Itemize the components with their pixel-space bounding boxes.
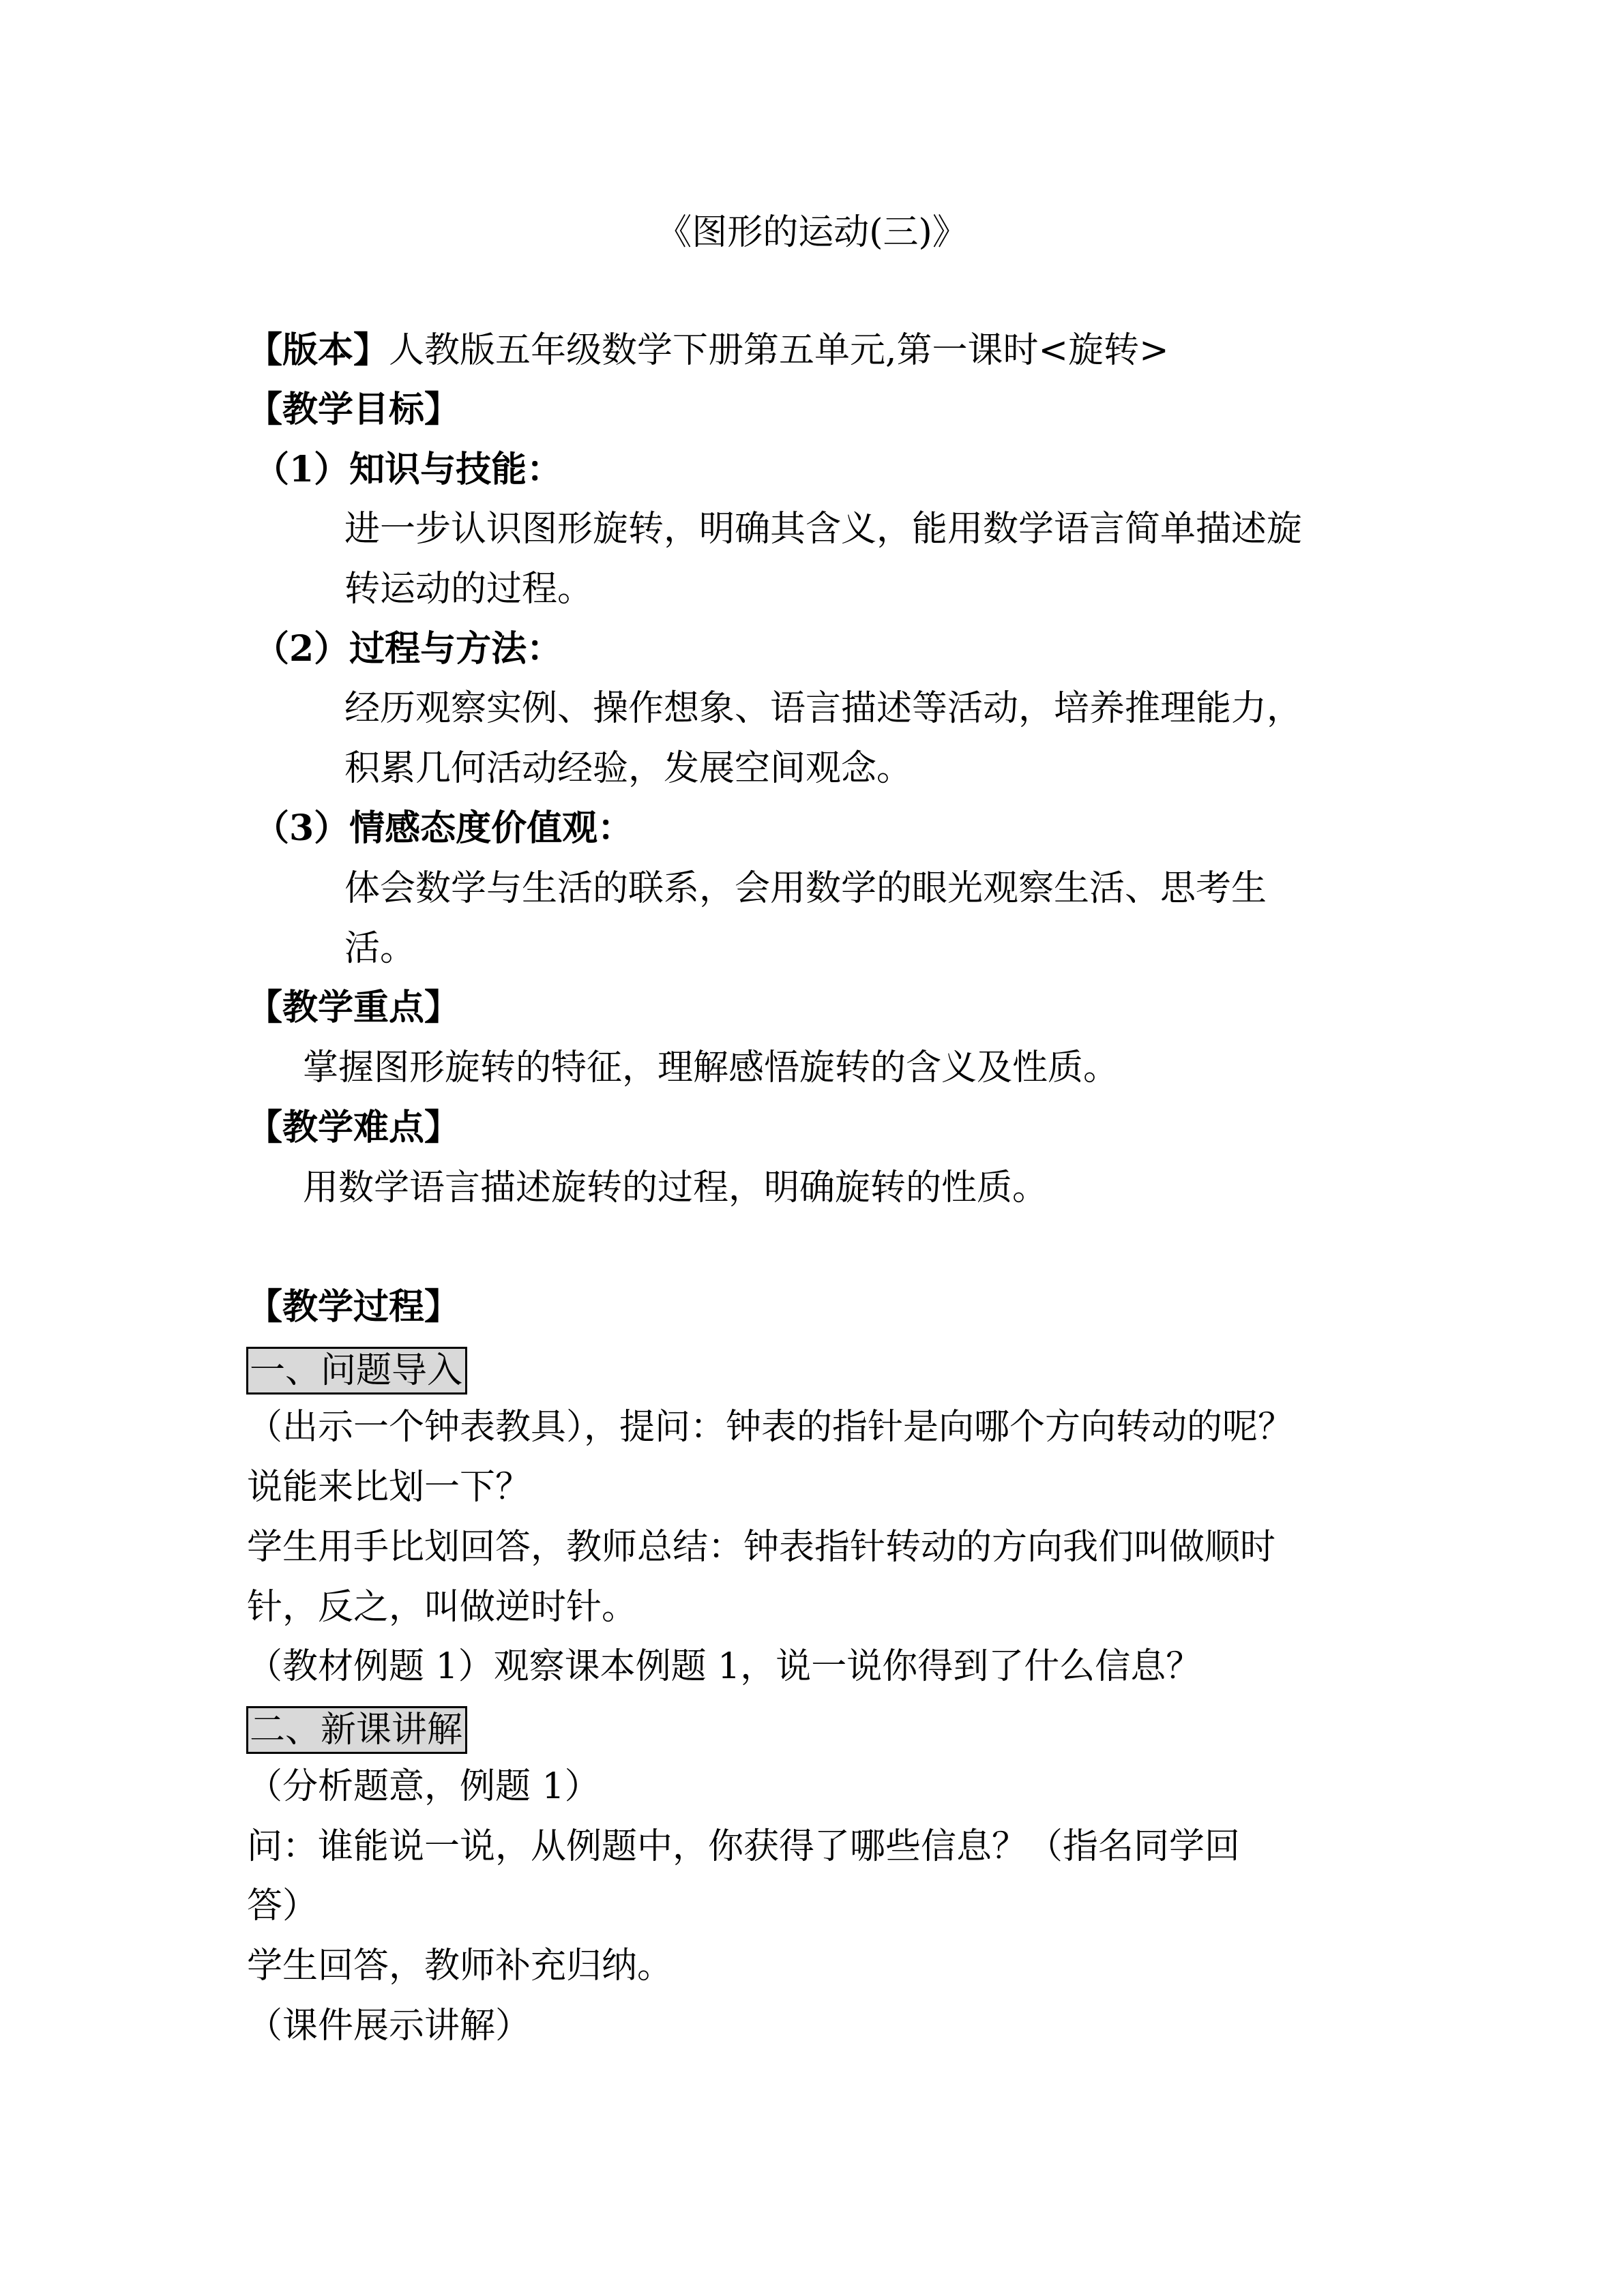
key-point-heading: 【教学重点】 <box>247 987 460 1028</box>
version-label: 【版本】 <box>247 329 389 371</box>
section-2-line-2: 问：谁能说一说，从例题中，你获得了哪些信息？（指名同学回 <box>247 1826 1241 1867</box>
difficulty-heading: 【教学难点】 <box>247 1107 460 1148</box>
difficulty-text: 用数学语言描述旋转的过程，明确旋转的性质。 <box>303 1167 1048 1208</box>
section-1-line-3: 学生用手比划回答，教师总结：钟表指针转动的方向我们叫做顺时 <box>247 1527 1276 1568</box>
key-point-text: 掌握图形旋转的特征，理解感悟旋转的含义及性质。 <box>303 1047 1119 1088</box>
section-2-line-5: （课件展示讲解） <box>247 2006 531 2046</box>
section-1-line-5: （教材例题 1）观察课本例题 1，说一说你得到了什么信息？ <box>247 1646 1202 1687</box>
objective-1-line-1: 进一步认识图形旋转，明确其含义，能用数学语言简单描述旋 <box>344 509 1303 550</box>
section-1-line-4: 针，反之，叫做逆时针。 <box>247 1587 638 1628</box>
section-2-line-3: 答） <box>247 1885 319 1926</box>
objective-1-heading: （1）知识与技能： <box>254 449 563 490</box>
section-2-line-4: 学生回答，教师补充归纳。 <box>247 1945 673 1986</box>
objective-1-line-2: 转运动的过程。 <box>344 569 593 610</box>
document-title: 《图形的运动(三)》 <box>656 212 968 253</box>
section-1-line-1: （出示一个钟表教具），提问：钟表的指针是向哪个方向转动的呢？ <box>247 1407 1294 1448</box>
version-line <box>247 327 1169 374</box>
objective-3-line-2: 活。 <box>344 928 416 969</box>
section-1-line-2: 说能来比划一下？ <box>247 1467 531 1508</box>
section-2-title: 二、新课讲解 <box>246 1706 467 1754</box>
objective-2-line-2: 积累几何活动经验，发展空间观念。 <box>344 748 913 789</box>
objectives-heading: 【教学目标】 <box>247 389 460 430</box>
objective-2-heading: （2）过程与方法： <box>254 628 563 670</box>
version-text: 人教版五年级数学下册第五单元,第一课时<旋转> <box>389 330 1169 371</box>
section-1-title: 一、问题导入 <box>246 1347 467 1395</box>
objective-3-line-1: 体会数学与生活的联系，会用数学的眼光观察生活、思考生 <box>344 868 1267 909</box>
section-2-line-1: （分析题意，例题 1） <box>247 1766 600 1807</box>
objective-3-heading: （3）情感态度价值观： <box>254 807 634 849</box>
process-heading: 【教学过程】 <box>247 1286 460 1328</box>
objective-2-line-1: 经历观察实例、操作想象、语言描述等活动，培养推理能力， <box>344 688 1303 729</box>
